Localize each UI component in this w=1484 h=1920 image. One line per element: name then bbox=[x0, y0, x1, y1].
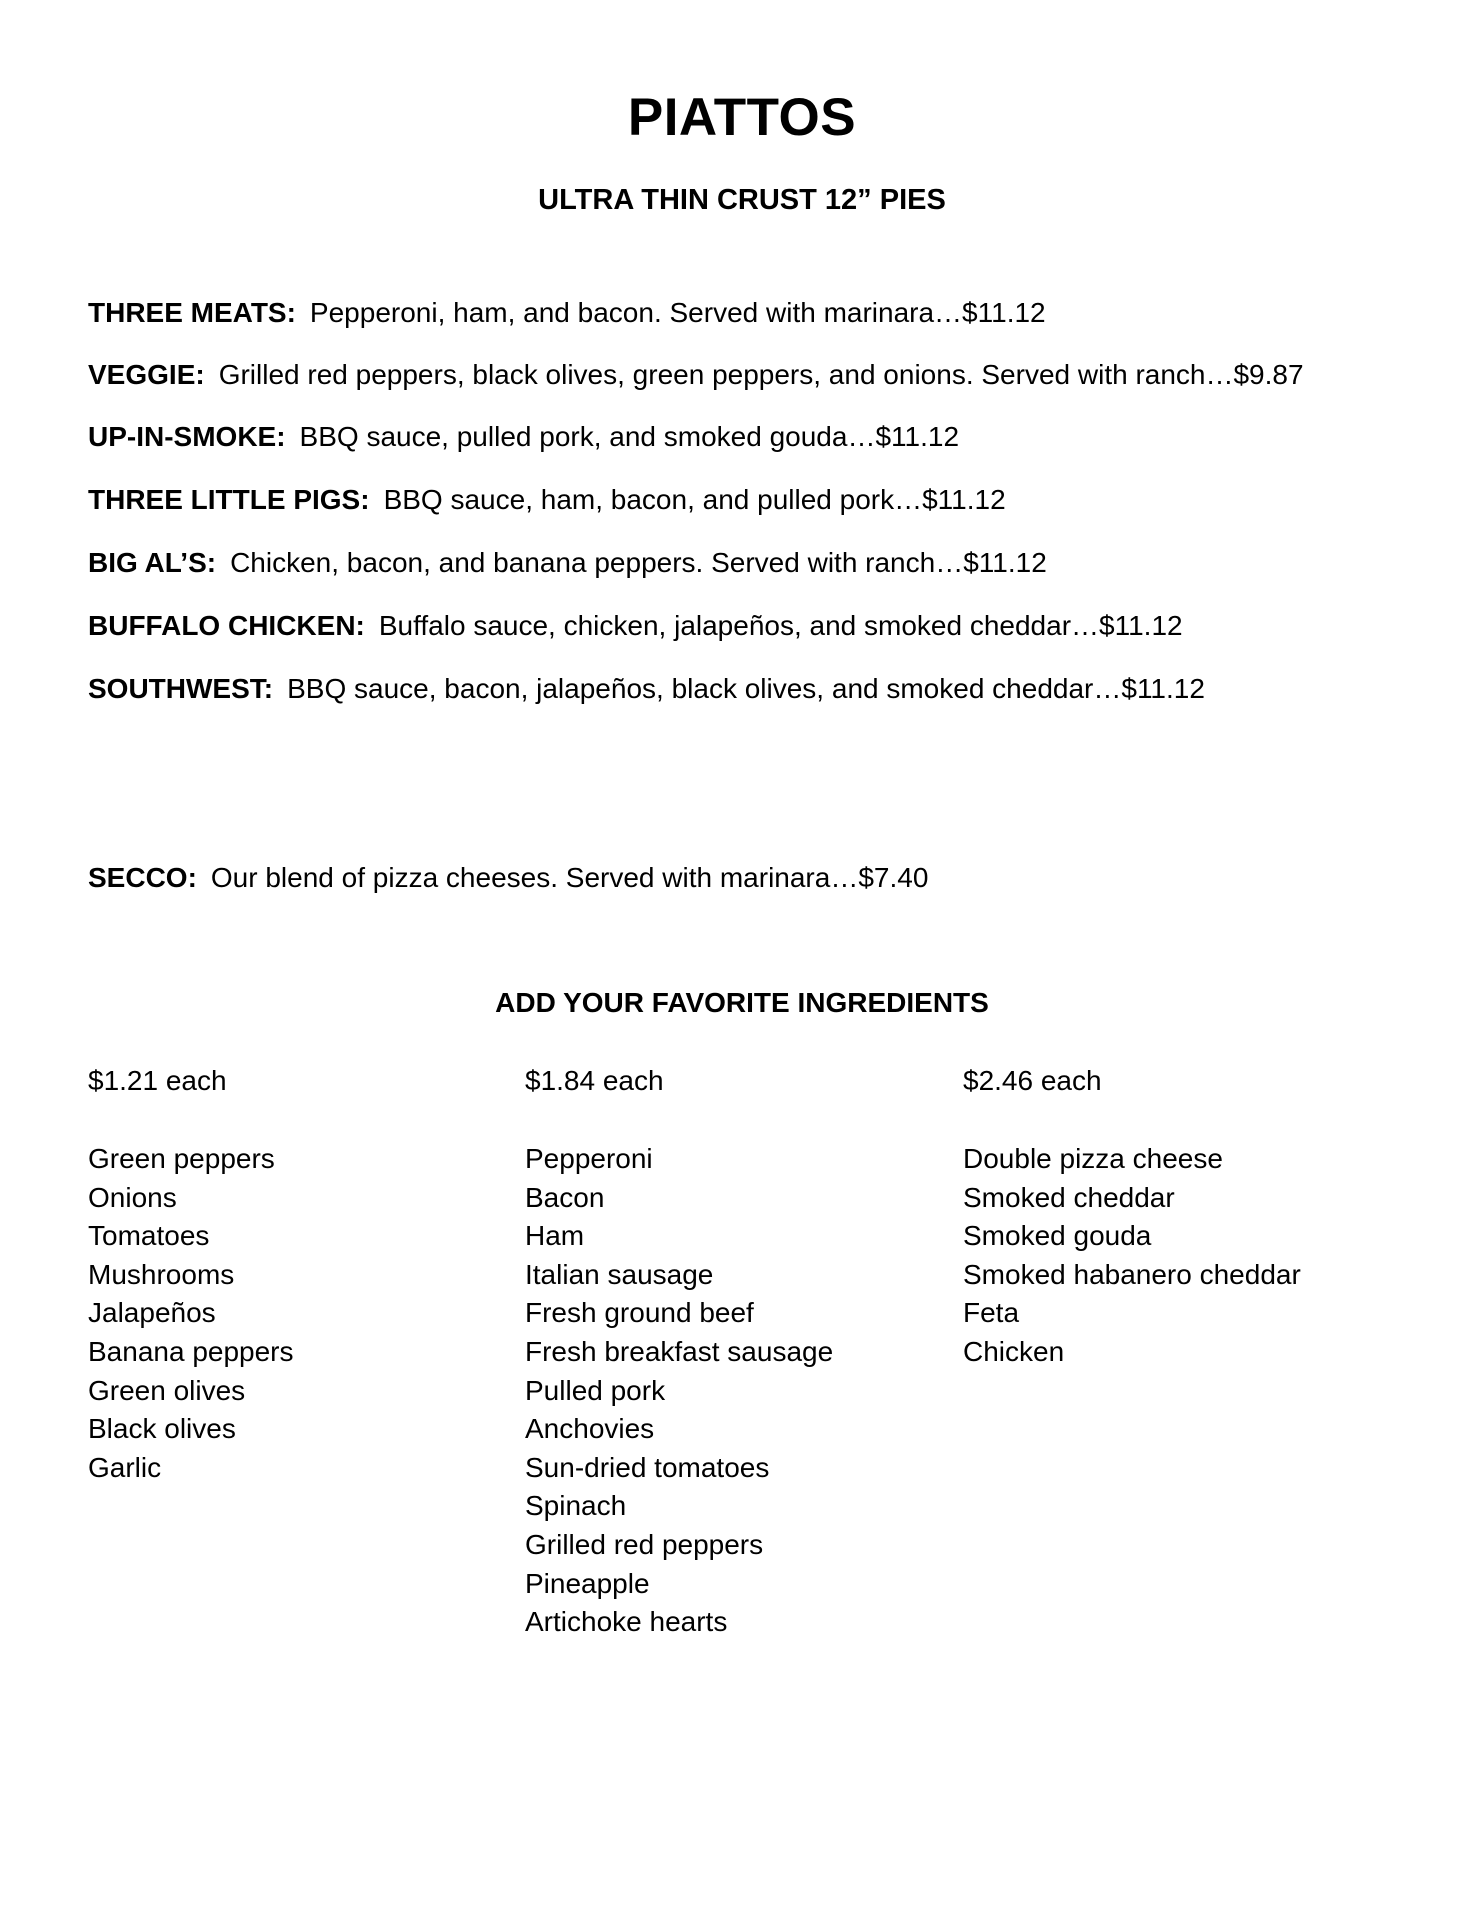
list-item: Fresh ground beef bbox=[525, 1297, 754, 1329]
secco-item bbox=[88, 861, 928, 895]
ingredients-heading: ADD YOUR FAVORITE INGREDIENTS bbox=[495, 987, 989, 1018]
pie-item bbox=[88, 358, 1304, 392]
list-item: Sun-dried tomatoes bbox=[525, 1451, 770, 1483]
list-item: Smoked gouda bbox=[963, 1220, 1152, 1252]
pie-description: Buffalo sauce, chicken, jalapeños, and smoked cheddar…$11.12 bbox=[378, 610, 1183, 641]
list-item: Green peppers bbox=[88, 1143, 275, 1174]
list-item: Black olives bbox=[88, 1413, 236, 1445]
pie-item bbox=[88, 483, 1006, 517]
list-item: Spinach bbox=[525, 1490, 627, 1522]
list-item: Pepperoni bbox=[525, 1143, 653, 1174]
pie-description: BBQ sauce, pulled pork, and smoked gouda…$11.12 bbox=[299, 421, 960, 452]
list-item: Fresh breakfast sausage bbox=[525, 1335, 834, 1367]
list-item: Italian sausage bbox=[525, 1258, 714, 1290]
pie-description: Pepperoni, ham, and bacon. Served with marinara…$11.12 bbox=[309, 297, 1046, 328]
menu-subtitle: ULTRA THIN CRUST 12” PIES bbox=[538, 184, 946, 216]
list-item: Smoked cheddar bbox=[963, 1181, 1175, 1213]
pie-name: THREE MEATS: bbox=[88, 297, 296, 328]
ingredient-column-2 bbox=[525, 1064, 945, 1638]
ingredient-column-1 bbox=[88, 1064, 508, 1483]
ingredient-list bbox=[88, 1140, 294, 1487]
list-item: Anchovies bbox=[525, 1413, 655, 1445]
pie-description: Grilled red peppers, black olives, green peppers, and onions. Served with ranch…$9.87 bbox=[218, 359, 1304, 390]
restaurant-title: PIATTOS bbox=[627, 88, 857, 147]
list-item: Grilled red peppers bbox=[525, 1528, 764, 1560]
list-item: Chicken bbox=[963, 1335, 1065, 1367]
list-item: Double pizza cheese bbox=[963, 1143, 1223, 1174]
pie-item bbox=[88, 296, 1046, 330]
pie-item bbox=[88, 420, 959, 454]
pie-name: SECCO: bbox=[88, 862, 197, 893]
pie-description: BBQ sauce, ham, bacon, and pulled pork…$11.12 bbox=[383, 484, 1006, 515]
ingredient-price: $1.21 each bbox=[88, 1065, 227, 1096]
pie-name: UP-IN-SMOKE: bbox=[88, 421, 286, 452]
list-item: Mushrooms bbox=[88, 1258, 235, 1290]
ingredient-list bbox=[525, 1140, 833, 1642]
list-item: Onions bbox=[88, 1181, 177, 1213]
pie-item bbox=[88, 546, 1047, 580]
list-item: Banana peppers bbox=[88, 1335, 294, 1367]
pie-name: BIG AL’S: bbox=[88, 547, 217, 578]
pie-item bbox=[88, 672, 1205, 706]
list-item: Jalapeños bbox=[88, 1297, 216, 1329]
pie-name: SOUTHWEST: bbox=[88, 673, 274, 704]
ingredient-price: $1.84 each bbox=[525, 1065, 664, 1096]
list-item: Garlic bbox=[88, 1451, 162, 1483]
ingredient-list bbox=[963, 1140, 1301, 1372]
pie-name: BUFFALO CHICKEN: bbox=[88, 610, 365, 641]
pie-name: THREE LITTLE PIGS: bbox=[88, 484, 370, 515]
list-item: Feta bbox=[963, 1297, 1020, 1329]
pie-description: Our blend of pizza cheeses. Served with marinara…$7.40 bbox=[210, 862, 929, 893]
pie-description: Chicken, bacon, and banana peppers. Served with ranch…$11.12 bbox=[230, 547, 1047, 578]
list-item: Artichoke hearts bbox=[525, 1606, 728, 1638]
list-item: Bacon bbox=[525, 1181, 605, 1213]
ingredient-price: $2.46 each bbox=[963, 1065, 1102, 1096]
list-item: Ham bbox=[525, 1220, 585, 1252]
pie-description: BBQ sauce, bacon, jalapeños, black olives, and smoked cheddar…$11.12 bbox=[287, 673, 1205, 704]
ingredient-column-3 bbox=[963, 1064, 1383, 1367]
pie-item bbox=[88, 609, 1183, 643]
pie-name: VEGGIE: bbox=[88, 359, 205, 390]
list-item: Green olives bbox=[88, 1374, 246, 1406]
list-item: Pulled pork bbox=[525, 1374, 666, 1406]
list-item: Pineapple bbox=[525, 1567, 650, 1599]
list-item: Smoked habanero cheddar bbox=[963, 1258, 1301, 1290]
list-item: Tomatoes bbox=[88, 1220, 210, 1252]
